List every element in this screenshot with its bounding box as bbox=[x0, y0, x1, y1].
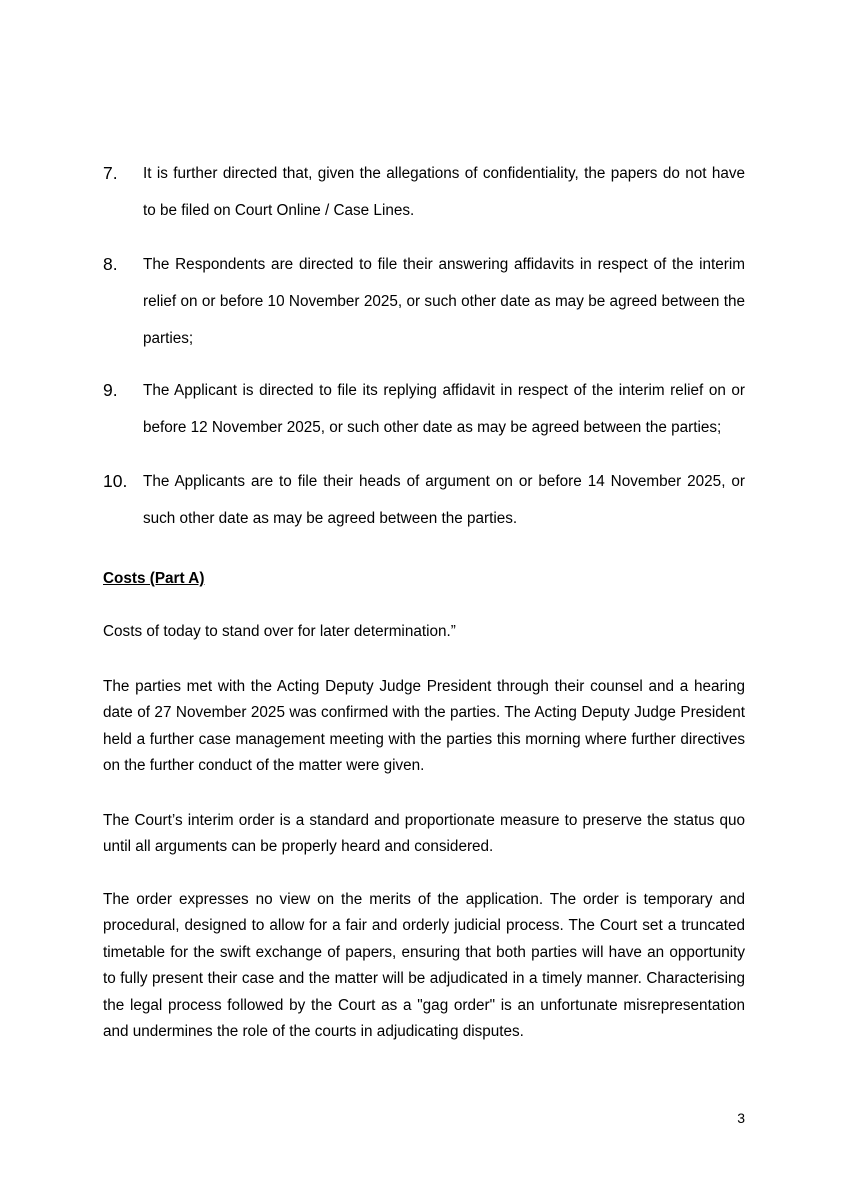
paragraph-order-merits: The order expresses no view on the merits of the application. The order is temporary and procedural, designed to allow for a fair and orderly judicial process. The Court set a truncated timetable for the swift exchange of papers, ensuring that both parties will have an opportunity to fully present their case and the matter will be adjudicated in a timely manner. Characterising the legal process followed by the Court as a "gag order" is an unfortunate misrepresentation and undermines the role of the courts in adjudicating disputes. bbox=[103, 891, 745, 1041]
item-text: The Applicants are to file their heads of argument on or before 14 November 2025, or such other date as may be agreed between the parties. bbox=[143, 473, 745, 527]
order-item-9 bbox=[103, 372, 745, 446]
page-number: 3 bbox=[737, 1110, 745, 1126]
item-number: 9. bbox=[103, 380, 118, 400]
item-number: 7. bbox=[103, 163, 118, 183]
item-text: The Respondents are directed to file their answering affidavits in respect of the interim relief on or before 10 November 2025, or such other date as may be agreed between the parties; bbox=[143, 256, 745, 347]
item-text: It is further directed that, given the allegations of confidentiality, the papers do not have to be filed on Court Online / Case Lines. bbox=[143, 165, 745, 219]
order-item-7 bbox=[103, 155, 745, 229]
paragraph-hearing-date: The parties met with the Acting Deputy Judge President through their counsel and a hearing date of 27 November 2025 was confirmed with the parties. The Acting Deputy Judge President held a further case management meeting with the parties this morning where further directives on the further conduct of the matter were given. bbox=[103, 678, 745, 775]
item-number: 10. bbox=[103, 471, 128, 491]
paragraph-interim-order: The Court’s interim order is a standard and proportionate measure to preserve the status quo until all arguments can be properly heard and considered. bbox=[103, 812, 745, 856]
item-number: 8. bbox=[103, 254, 118, 274]
costs-heading: Costs (Part A) bbox=[103, 570, 205, 587]
order-item-8 bbox=[103, 246, 745, 357]
paragraph-costs: Costs of today to stand over for later determination.” bbox=[103, 623, 456, 640]
order-item-10 bbox=[103, 463, 745, 537]
item-text: The Applicant is directed to file its replying affidavit in respect of the interim relief on or before 12 November 2025, or such other date as may be agreed between the parties; bbox=[143, 382, 745, 436]
